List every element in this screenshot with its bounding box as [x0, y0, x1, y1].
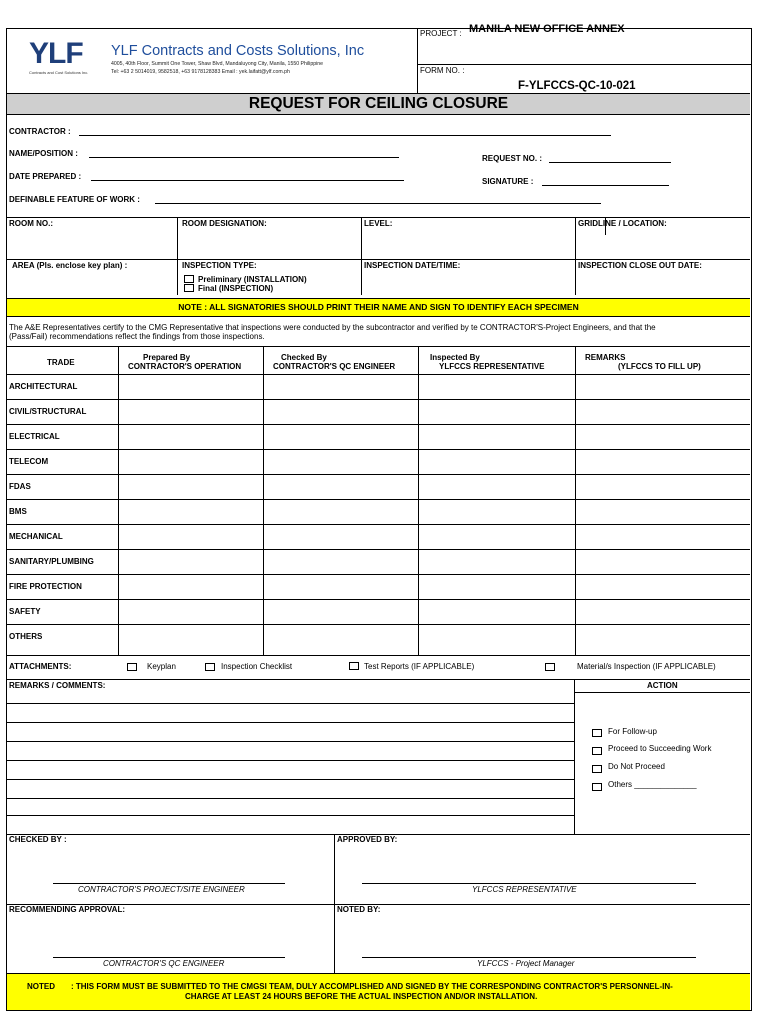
prepared-cell[interactable] [119, 450, 263, 474]
certify-text-line2: (Pass/Fail) recommendations reflect the findings from those inspections. [9, 332, 265, 341]
footer-note-line2: CHARGE AT LEAST 24 HOURS BEFORE THE ACTUAL INSPECTION AND/OR INSTALLATION. [185, 992, 538, 1001]
checked-cell[interactable] [264, 600, 418, 624]
trade-row-label: OTHERS [9, 632, 43, 641]
proceed-label: Proceed to Succeeding Work [608, 744, 712, 753]
prepared-cell[interactable] [119, 525, 263, 549]
remarks-line[interactable] [7, 798, 574, 799]
preliminary-label: Preliminary (INSTALLATION) [198, 275, 307, 284]
checked-cell[interactable] [264, 525, 418, 549]
checked-cell[interactable] [264, 475, 418, 499]
inspected-cell[interactable] [419, 575, 575, 599]
form-title-bar [7, 93, 750, 115]
remarks-cell[interactable] [576, 400, 750, 424]
company-address: 4005, 40th Floor, Summit One Tower, Shaw Blvd, Mandaluyong City, Manila, 1550 Philippine [111, 61, 324, 67]
checked-cell[interactable] [264, 450, 418, 474]
prepared-cell[interactable] [119, 425, 263, 449]
remarks-line[interactable] [7, 741, 574, 742]
date-prepared-label: DATE PREPARED : [9, 172, 82, 181]
proceed-checkbox[interactable] [592, 747, 602, 755]
prepared-cell[interactable] [119, 625, 263, 649]
remarks-cell[interactable] [576, 475, 750, 499]
signatories-note-bar [7, 298, 750, 317]
room-designation-label: ROOM DESIGNATION: [182, 219, 267, 228]
form-no-value: F-YLFCCS-QC-10-021 [518, 80, 636, 92]
close-out-label: INSPECTION CLOSE OUT DATE: [578, 261, 702, 270]
contractor-field[interactable] [79, 135, 611, 136]
checked-cell[interactable] [264, 625, 418, 649]
level-label: LEVEL: [364, 219, 393, 228]
checked-cell[interactable] [264, 400, 418, 424]
for-follow-up-label: For Follow-up [608, 727, 657, 736]
footer-note-line1: : THIS FORM MUST BE SUBMITTED TO THE CMGSI TEAM, DULY ACCOMPLISHED AND SIGNED BY THE CORRESPONDING CONTRACTOR'S PERSONNEL-IN- [71, 982, 673, 991]
prepared-cell[interactable] [119, 575, 263, 599]
logo-mark: YLF [29, 37, 83, 70]
project-manager-signature-line[interactable] [362, 957, 696, 958]
trade-row-label: ELECTRICAL [9, 432, 60, 441]
prepared-cell[interactable] [119, 550, 263, 574]
trade-row-label: SANITARY/PLUMBING [9, 557, 94, 566]
prepared-cell[interactable] [119, 500, 263, 524]
remarks-cell[interactable] [576, 425, 750, 449]
checked-cell[interactable] [264, 375, 418, 399]
form-frame [6, 23, 752, 1011]
inspected-cell[interactable] [419, 375, 575, 399]
footer-noted-label: NOTED [27, 982, 55, 991]
inspected-cell[interactable] [419, 600, 575, 624]
remarks-comments-label: REMARKS / COMMENTS: [9, 681, 106, 690]
final-label: Final (INSPECTION) [198, 284, 274, 293]
company-contacts: Tel: +63 2 5014019, 9582518, +63 9178128383 Email : yek.laifatt@ylf.com.ph [111, 69, 290, 75]
date-prepared-field[interactable] [91, 180, 404, 181]
materials-inspection-label: Material/s Inspection (IF APPLICABLE) [577, 662, 716, 671]
final-checkbox[interactable] [184, 284, 194, 292]
trade-row-label: BMS [9, 507, 27, 516]
remarks-cell[interactable] [576, 500, 750, 524]
trade-row-label: CIVIL/STRUCTURAL [9, 407, 87, 416]
inspected-cell[interactable] [419, 500, 575, 524]
name-position-label: NAME/POSITION : [9, 149, 78, 158]
approved-by-label: APPROVED BY: [337, 835, 398, 844]
trade-row-label: FIRE PROTECTION [9, 582, 82, 591]
remarks-cell[interactable] [576, 575, 750, 599]
definable-feature-field[interactable] [155, 203, 601, 204]
form-title: REQUEST FOR CEILING CLOSURE [248, 95, 509, 112]
qc-engineer-caption: CONTRACTOR'S QC ENGINEER [103, 959, 225, 968]
others-label: Others ______________ [608, 780, 697, 789]
form-no-label: FORM NO. : [420, 66, 465, 75]
signature-field[interactable] [542, 185, 669, 186]
noted-by-label: NOTED BY: [337, 905, 381, 914]
checked-by-header: Checked By [281, 353, 327, 362]
remarks-line[interactable] [7, 815, 574, 816]
request-no-field[interactable] [549, 162, 671, 163]
trade-row-label: FDAS [9, 482, 31, 491]
remarks-line[interactable] [7, 779, 574, 780]
remarks-cell[interactable] [576, 625, 750, 649]
footer-note-bar [7, 973, 750, 1010]
definable-feature-label: DEFINABLE FEATURE OF WORK : [9, 195, 140, 204]
inspection-checklist-label: Inspection Checklist [221, 662, 293, 671]
prepared-cell[interactable] [119, 400, 263, 424]
gridline-label: GRIDLINE / LOCATION: [578, 219, 667, 228]
trade-row-label: ARCHITECTURAL [9, 382, 78, 391]
remarks-cell[interactable] [576, 600, 750, 624]
inspection-datetime-label: INSPECTION DATE/TIME: [364, 261, 461, 270]
inspected-cell[interactable] [419, 450, 575, 474]
remarks-line[interactable] [7, 722, 574, 723]
signature-label: SIGNATURE : [482, 177, 534, 186]
ylfccs-rep-signature-line[interactable] [362, 883, 696, 884]
test-reports-checkbox[interactable] [349, 662, 359, 670]
contractor-engineer-caption: CONTRACTOR'S PROJECT/SITE ENGINEER [78, 885, 245, 894]
contractor-label: CONTRACTOR : [9, 127, 71, 136]
do-not-proceed-label: Do Not Proceed [608, 762, 665, 771]
project-manager-caption: YLFCCS - Project Manager [477, 959, 575, 968]
inspected-by-subheader: YLFCCS REPRESENTATIVE [439, 362, 545, 371]
checked-by-subheader: CONTRACTOR'S QC ENGINEER [273, 362, 396, 371]
prepared-cell[interactable] [119, 375, 263, 399]
inspected-cell[interactable] [419, 525, 575, 549]
recommending-approval-label: RECOMMENDING APPROVAL: [9, 905, 125, 914]
prepared-by-subheader: CONTRACTOR'S OPERATION [128, 362, 242, 371]
inspection-type-label: INSPECTION TYPE: [182, 261, 257, 270]
prepared-by-header: Prepared By [143, 353, 191, 362]
remarks-cell[interactable] [576, 375, 750, 399]
remarks-cell[interactable] [576, 450, 750, 474]
inspected-cell[interactable] [419, 475, 575, 499]
signatories-note: NOTE : ALL SIGNATORIES SHOULD PRINT THEIR NAME AND SIGN TO IDENTIFY EACH SPECIMEN [178, 302, 579, 312]
checked-by-label: CHECKED BY : [9, 835, 67, 844]
inspection-checklist-checkbox[interactable] [205, 663, 215, 671]
remarks-subheader: (YLFCCS TO FILL UP) [618, 362, 701, 371]
contractor-engineer-signature-line[interactable] [53, 883, 285, 884]
checked-cell[interactable] [264, 425, 418, 449]
room-no-label: ROOM NO.: [9, 219, 53, 228]
remarks-header: REMARKS [585, 353, 626, 362]
inspected-cell[interactable] [419, 400, 575, 424]
ylfccs-rep-caption: YLFCCS REPRESENTATIVE [472, 885, 577, 894]
keyplan-checkbox[interactable] [127, 663, 137, 671]
action-label: ACTION [647, 681, 678, 690]
attachments-label: ATTACHMENTS: [9, 662, 72, 671]
checked-cell[interactable] [264, 575, 418, 599]
inspected-cell[interactable] [419, 625, 575, 649]
checked-cell[interactable] [264, 500, 418, 524]
project-label: PROJECT : [420, 29, 462, 38]
keyplan-label: Keyplan [147, 662, 176, 671]
others-checkbox[interactable] [592, 783, 602, 791]
do-not-proceed-checkbox[interactable] [592, 765, 602, 773]
qc-engineer-signature-line[interactable] [53, 957, 285, 958]
checked-cell[interactable] [264, 550, 418, 574]
request-no-label: REQUEST NO. : [482, 154, 543, 163]
remarks-line[interactable] [7, 703, 574, 704]
remarks-line[interactable] [7, 760, 574, 761]
inspected-cell[interactable] [419, 425, 575, 449]
name-position-field[interactable] [89, 157, 399, 158]
text-cursor [605, 218, 606, 235]
for-follow-up-checkbox[interactable] [592, 729, 602, 737]
test-reports-label: Test Reports (IF APPLICABLE) [364, 662, 475, 671]
trade-row-label: SAFETY [9, 607, 41, 616]
certify-text-line1: The A&E Representatives certify to the CMG Representative that inspections were conducted by the subcontractor and verified by te CONTRACTOR'S-Project Engineers, and that the [9, 323, 656, 332]
materials-inspection-checkbox[interactable] [545, 663, 555, 671]
trade-row-label: MECHANICAL [9, 532, 63, 541]
prepared-cell[interactable] [119, 475, 263, 499]
project-value: MANILA NEW OFFICE ANNEX [469, 23, 625, 35]
prepared-cell[interactable] [119, 600, 263, 624]
remarks-cell[interactable] [576, 550, 750, 574]
trade-header: TRADE [47, 358, 75, 367]
area-label: AREA (Pls. enclose key plan) : [12, 261, 128, 270]
company-name: YLF Contracts and Costs Solutions, Inc [111, 43, 365, 59]
trade-row-label: TELECOM [9, 457, 49, 466]
remarks-cell[interactable] [576, 525, 750, 549]
inspected-by-header: Inspected By [430, 353, 480, 362]
preliminary-checkbox[interactable] [184, 275, 194, 283]
company-logo [29, 39, 109, 79]
inspected-cell[interactable] [419, 550, 575, 574]
logo-subtitle: Contracts and Cost Solutions Inc. [29, 70, 89, 75]
